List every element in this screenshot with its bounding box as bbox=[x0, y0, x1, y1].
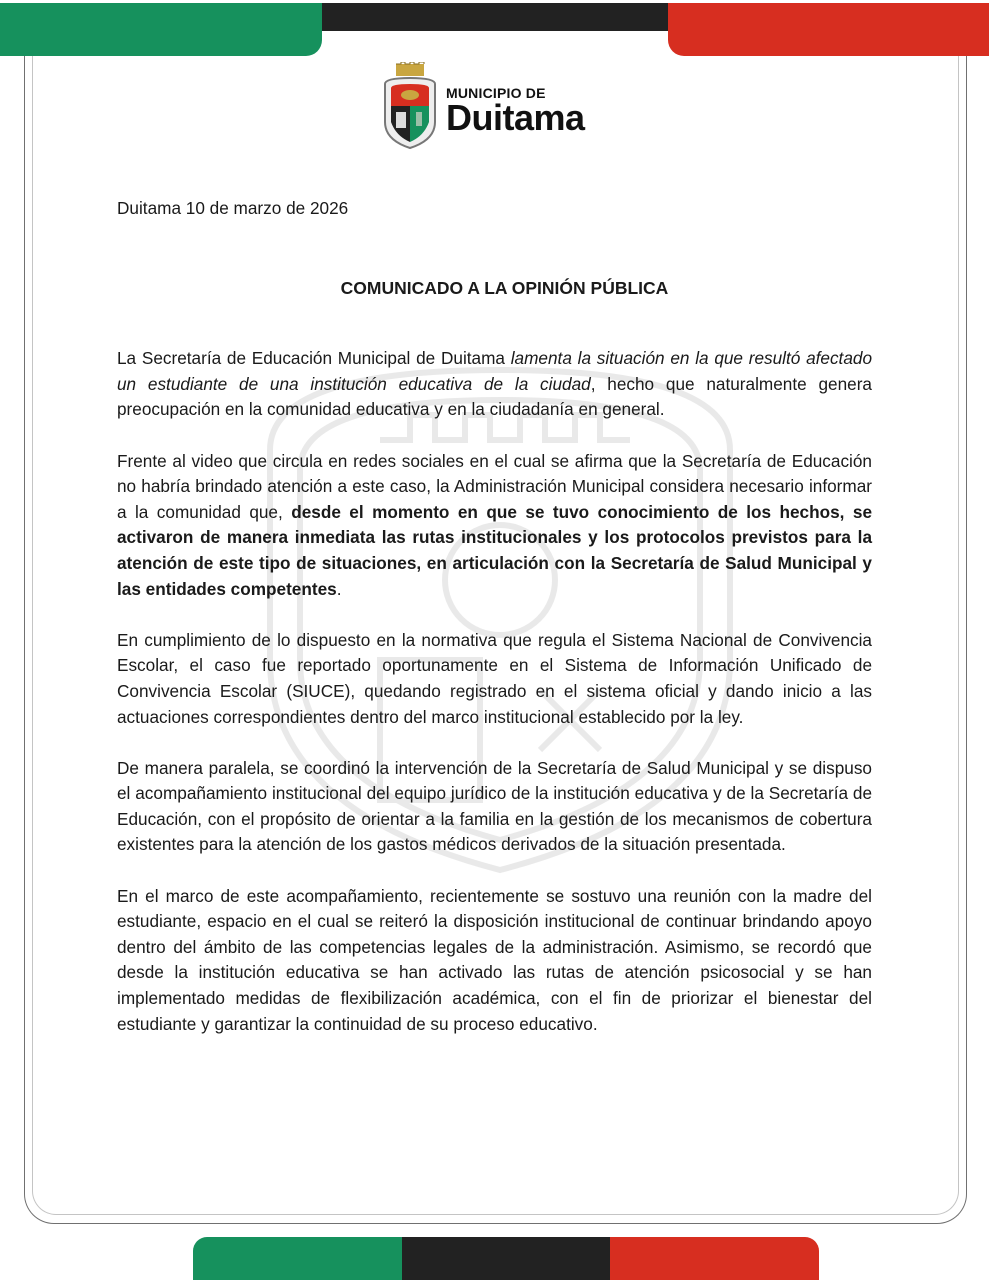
paragraph-4: De manera paralela, se coordinó la intervención de la Secretaría de Salud Municipal y se dispuso el acompañamiento institucional del equipo jurídico de la institución educativa y de la Secretaría de Educación, con el propósito de orientar a la familia en la gestión de los mecanismos de cobertura existentes para la atención de los gastos médicos derivados de la situación presentada. bbox=[117, 757, 872, 855]
paragraph-1-text-b: , hecho que naturalmente genera preocupación en la comunidad educativa y en la ciudadanía en general. bbox=[117, 373, 872, 420]
header-red-bar bbox=[668, 3, 989, 56]
paragraph-1-italic: lamenta la situación en la que resultó afectado un estudiante de una institución educativa de la ciudad bbox=[117, 348, 873, 394]
coat-of-arms-icon bbox=[382, 62, 438, 150]
footer-green-bar bbox=[193, 1237, 402, 1280]
paragraph-1-text-a: La Secretaría de Educación Municipal de Duitama bbox=[117, 348, 511, 369]
header-black-bar bbox=[322, 3, 668, 31]
document-date: Duitama 10 de marzo de 2026 bbox=[117, 198, 349, 218]
document-body bbox=[117, 196, 872, 1037]
footer-color-bar bbox=[193, 1237, 819, 1280]
paragraph-2 bbox=[117, 449, 872, 603]
logo-subtitle: MUNICIPIO DE bbox=[446, 85, 546, 101]
paragraph-3: En cumplimiento de lo dispuesto en la normativa que regula el Sistema Nacional de Convivencia Escolar, el caso fue reportado oportunamente en el Sistema de Información Unificado de Convivencia Escolar (SIUCE), quedando registrado en el sistema oficial y dando inicio a las actuaciones correspondientes dentro del marco institucional establecido por la ley. bbox=[117, 629, 872, 727]
paragraph-2-bold: desde el momento en que se tuvo conocimiento de los hechos, se activaron de manera inmediata las rutas institucionales y los protocolos previstos para la atención de este tipo de situaciones, en articulación con la Secretaría de Salud Municipal y las entidades competentes bbox=[117, 501, 872, 599]
footer-red-bar bbox=[610, 1237, 819, 1280]
paragraph-2-text-b: . bbox=[336, 578, 342, 599]
logo-name: Duitama bbox=[446, 97, 585, 138]
footer-black-bar bbox=[402, 1237, 611, 1280]
document-title: COMUNICADO A LA OPINIÓN PÚBLICA bbox=[340, 277, 669, 298]
paragraph-5: En el marco de este acompañamiento, recientemente se sostuvo una reunión con la madre del estudiante, espacio en el cual se reiteró la disposición institucional de continuar brindando apoyo dentro del ámbito de las competencias legales de la administración. Asimismo, se recordó que desde la institución educativa se han activado las rutas de atención psicosocial y se han implementado medidas de flexibilización académica, con el fin de priorizar el bienestar del estudiante y garantizar la continuidad de su proceso educativo. bbox=[117, 885, 872, 1034]
paragraph-2-text-a: Frente al video que circula en redes sociales en el cual se afirma que la Secretaría de Educación no habría brindado atención a este caso, la Administración Municipal considera necesario informar a la comunidad que, bbox=[117, 450, 872, 522]
paragraph-1 bbox=[117, 346, 872, 423]
municipality-logo bbox=[382, 62, 585, 150]
header-green-bar bbox=[0, 3, 322, 56]
